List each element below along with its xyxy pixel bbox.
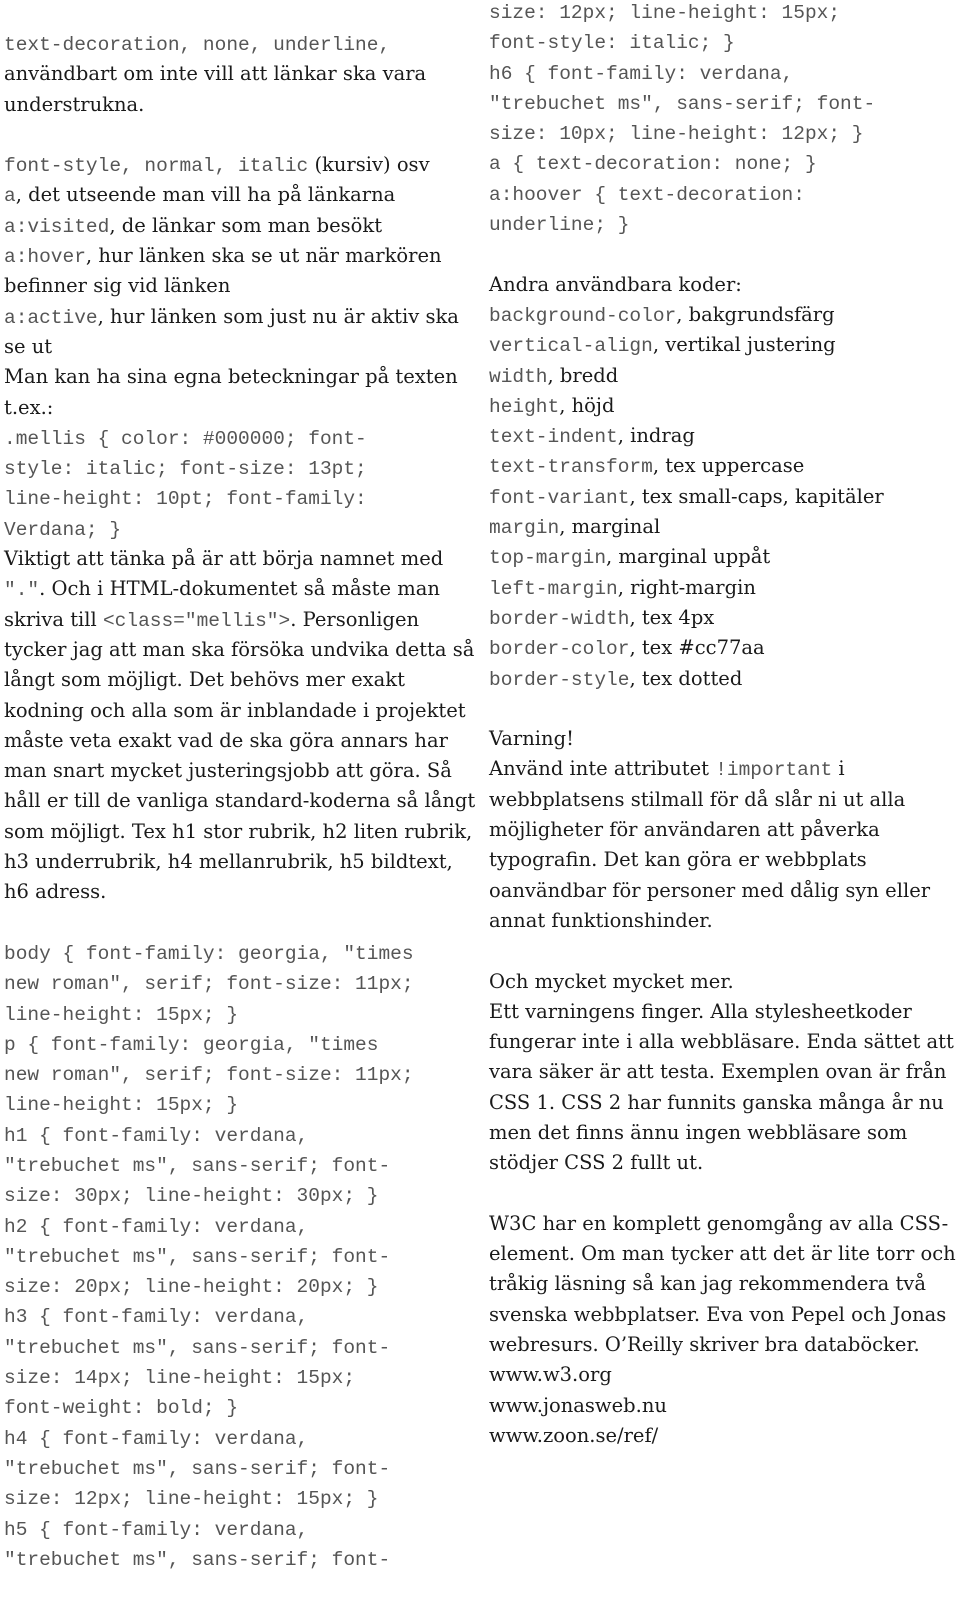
code-fragment: ".": [4, 579, 40, 602]
text-line: [489, 57, 955, 87]
text-fragment: (kursiv) osv: [308, 153, 430, 177]
text-line: [4, 1361, 474, 1391]
text-line: [489, 329, 955, 359]
text-fragment: , tex #cc77aa: [629, 636, 765, 660]
code-fragment: h3 { font-family: verdana,: [4, 1306, 309, 1329]
text-line: [4, 1331, 474, 1361]
text-fragment: befinner sig vid länken: [4, 274, 231, 298]
text-fragment: www.zoon.se/ref/: [489, 1423, 659, 1447]
text-line: [4, 634, 474, 664]
blank-line: [489, 935, 955, 965]
code-fragment: text-transform: [489, 456, 653, 479]
text-line: [489, 1390, 955, 1420]
text-fragment: , tex uppercase: [652, 454, 805, 478]
text-line: [4, 240, 474, 270]
text-fragment: i: [832, 757, 845, 781]
blank-line: [489, 238, 955, 268]
text-line: [4, 392, 474, 422]
code-fragment: line-height: 10pt; font-family:: [4, 488, 367, 511]
code-fragment: "trebuchet ms", sans-serif; font-: [489, 92, 876, 115]
text-line: [4, 604, 474, 634]
code-fragment: a:hoover { text-decoration:: [489, 183, 805, 206]
code-fragment: top-margin: [489, 547, 607, 570]
text-fragment: element. Om man tycker att det är lite torr och: [489, 1242, 956, 1266]
text-line: [4, 1210, 474, 1240]
code-fragment: <class="mellis">: [102, 609, 291, 632]
text-line: [489, 1208, 955, 1238]
text-line: [489, 0, 955, 26]
text-line: [489, 178, 955, 208]
text-fragment: h3 underrubrik, h4 mellanrubrik, h5 bildtext,: [4, 850, 453, 874]
code-fragment: .mellis { color: #000000; font-: [4, 427, 367, 450]
text-line: [4, 1179, 474, 1209]
text-line: [4, 876, 474, 906]
text-line: [489, 450, 955, 480]
text-line: [489, 844, 955, 874]
code-fragment: vertical-align: [489, 335, 653, 358]
text-line: [489, 390, 955, 420]
text-line: [489, 572, 955, 602]
text-fragment: , hur länken som just nu är aktiv ska: [97, 304, 459, 328]
text-line: [489, 905, 955, 935]
text-fragment: t.ex.:: [4, 395, 54, 419]
code-fragment: left-margin: [489, 577, 618, 600]
code-fragment: border-width: [489, 607, 630, 630]
text-fragment: , det utseende man vill ha på länkarna: [15, 183, 396, 207]
code-fragment: new roman", serif; font-size: 11px;: [4, 1064, 414, 1087]
text-fragment: , marginal: [559, 515, 661, 539]
right-column: [489, 0, 955, 1450]
text-line: [489, 814, 955, 844]
text-line: [4, 149, 474, 179]
text-fragment: www.jonasweb.nu: [489, 1393, 667, 1417]
code-fragment: border-color: [489, 638, 630, 661]
text-line: [4, 482, 474, 512]
code-fragment: h4 { font-family: verdana,: [4, 1427, 309, 1450]
code-fragment: border-style: [489, 668, 630, 691]
code-fragment: font-style: italic; }: [489, 32, 735, 55]
code-fragment: margin: [489, 517, 560, 540]
text-fragment: Ett varningens finger. Alla stylesheetkoder: [489, 999, 912, 1023]
text-line: [489, 1299, 955, 1329]
text-line: [489, 1056, 955, 1086]
text-fragment: . Och i HTML-dokumentet så måste man: [39, 577, 440, 601]
text-line: [489, 602, 955, 632]
code-fragment: height: [489, 395, 560, 418]
text-fragment: . Personligen: [290, 607, 420, 631]
text-fragment: , marginal uppåt: [606, 545, 771, 569]
text-line: [4, 1240, 474, 1270]
text-line: [4, 573, 474, 603]
text-line: [4, 695, 474, 725]
text-line: [489, 26, 955, 56]
text-line: [4, 1088, 474, 1118]
text-line: [4, 664, 474, 694]
text-fragment: fungerar inte i alla webbläsare. Enda sättet att: [489, 1030, 954, 1054]
text-line: [489, 299, 955, 329]
code-fragment: size: 30px; line-height: 30px; }: [4, 1185, 379, 1208]
code-fragment: "trebuchet ms", sans-serif; font-: [4, 1154, 391, 1177]
code-fragment: font-variant: [489, 486, 630, 509]
code-fragment: size: 12px; line-height: 15px; }: [4, 1488, 379, 1511]
text-line: [489, 541, 955, 571]
left-column: [4, 28, 474, 1573]
text-line: [4, 1513, 474, 1543]
text-line: [4, 89, 474, 119]
code-fragment: h6 { font-family: verdana,: [489, 62, 794, 85]
code-fragment: font-style, normal, italic: [4, 155, 309, 178]
text-fragment: Varning!: [489, 727, 574, 751]
text-fragment: typografin. Det kan göra er webbplats: [489, 848, 867, 872]
text-line: [4, 179, 474, 209]
code-fragment: line-height: 15px; }: [4, 1094, 239, 1117]
text-line: [4, 210, 474, 240]
text-line: [4, 301, 474, 331]
text-fragment: vara säker är att testa. Exemplen ovan är från: [489, 1060, 947, 1084]
text-fragment: tycker jag att man ska försöka undvika detta så: [4, 637, 475, 661]
text-fragment: , tex 4px: [629, 605, 715, 629]
text-line: [4, 967, 474, 997]
code-fragment: a { text-decoration: none; }: [489, 153, 817, 176]
text-line: [4, 1270, 474, 1300]
code-fragment: "trebuchet ms", sans-serif; font-: [4, 1548, 391, 1571]
text-line: [4, 1119, 474, 1149]
text-fragment: , right-margin: [617, 575, 756, 599]
text-fragment: kodning och alla som är inblandade i projektet: [4, 698, 466, 722]
text-line: [489, 723, 955, 753]
text-fragment: möjligheter för användaren att påverka: [489, 818, 880, 842]
text-line: [4, 816, 474, 846]
text-fragment: tråkig läsning så kan jag rekommendera två: [489, 1272, 926, 1296]
text-line: [489, 1238, 955, 1268]
text-fragment: , vertikal justering: [652, 333, 836, 357]
text-line: [4, 331, 474, 361]
code-fragment: a:hover: [4, 246, 86, 269]
text-fragment: oanvändbar för personer med dålig syn eller: [489, 878, 931, 902]
code-fragment: h5 { font-family: verdana,: [4, 1518, 309, 1541]
code-fragment: a:active: [4, 306, 98, 329]
text-line: [489, 511, 955, 541]
code-fragment: size: 14px; line-height: 15px;: [4, 1367, 356, 1390]
code-fragment: a: [4, 185, 16, 208]
text-line: [489, 996, 955, 1026]
code-fragment: "trebuchet ms", sans-serif; font-: [4, 1245, 391, 1268]
text-line: [4, 1482, 474, 1512]
code-fragment: size: 12px; line-height: 15px;: [489, 2, 841, 24]
text-fragment: Och mycket mycket mer.: [489, 969, 734, 993]
text-line: [489, 1117, 955, 1147]
code-fragment: underline; }: [489, 214, 630, 237]
text-line: [489, 1147, 955, 1177]
blank-line: [4, 119, 474, 149]
code-fragment: a:visited: [4, 215, 110, 238]
code-fragment: line-height: 15px; }: [4, 1003, 239, 1026]
code-fragment: p { font-family: georgia, "times: [4, 1033, 379, 1056]
code-fragment: text-indent: [489, 426, 618, 449]
text-line: [489, 632, 955, 662]
text-fragment: annat funktionshinder.: [489, 908, 713, 932]
text-line: [4, 270, 474, 300]
code-fragment: "trebuchet ms", sans-serif; font-: [4, 1336, 391, 1359]
code-fragment: font-weight: bold; }: [4, 1397, 239, 1420]
text-line: [4, 1452, 474, 1482]
code-fragment: !important: [715, 759, 833, 782]
text-fragment: Viktigt att tänka på är att börja namnet med: [4, 547, 444, 571]
text-fragment: , höjd: [559, 393, 615, 417]
code-fragment: size: 20px; line-height: 20px; }: [4, 1276, 379, 1299]
text-fragment: Andra användbara koder:: [489, 272, 742, 296]
text-line: [489, 208, 955, 238]
text-fragment: svenska webbplatser. Eva von Pepel och Jonas: [489, 1302, 947, 1326]
text-fragment: , tex dotted: [629, 666, 743, 690]
text-line: [489, 1420, 955, 1450]
text-line: [489, 1087, 955, 1117]
text-line: [4, 785, 474, 815]
text-line: [4, 1149, 474, 1179]
text-line: [4, 1391, 474, 1421]
text-fragment: som möjligt. Tex h1 stor rubrik, h2 liten rubrik,: [4, 819, 473, 843]
text-fragment: stödjer CSS 2 fullt ut.: [489, 1151, 704, 1175]
text-line: [4, 725, 474, 755]
text-fragment: , bredd: [547, 363, 619, 387]
text-line: [4, 1543, 474, 1573]
code-fragment: body { font-family: georgia, "times: [4, 942, 414, 965]
text-fragment: www.w3.org: [489, 1363, 612, 1387]
code-fragment: size: 10px; line-height: 12px; }: [489, 123, 864, 146]
text-line: [489, 420, 955, 450]
text-line: [489, 1026, 955, 1056]
text-line: [489, 269, 955, 299]
text-line: [489, 87, 955, 117]
text-line: [489, 360, 955, 390]
text-line: [4, 937, 474, 967]
text-line: [4, 58, 474, 88]
code-fragment: style: italic; font-size: 13pt;: [4, 458, 367, 481]
text-line: [489, 753, 955, 783]
text-line: [489, 1268, 955, 1298]
text-line: [4, 998, 474, 1028]
text-fragment: skriva till: [4, 607, 103, 631]
text-fragment: men det finns ännu ingen webbläsare som: [489, 1120, 908, 1144]
code-fragment: text-decoration, none, underline,: [4, 34, 391, 56]
text-line: [489, 481, 955, 511]
blank-line: [489, 1178, 955, 1208]
code-fragment: h2 { font-family: verdana,: [4, 1215, 309, 1238]
text-fragment: webresurs. O’Reilly skriver bra databöcker.: [489, 1333, 920, 1357]
text-line: [489, 966, 955, 996]
text-line: [4, 452, 474, 482]
text-fragment: användbart om inte vill att länkar ska vara: [4, 62, 427, 86]
text-line: [4, 846, 474, 876]
text-line: [489, 663, 955, 693]
text-line: [4, 1058, 474, 1088]
text-fragment: se ut: [4, 334, 53, 358]
code-fragment: h1 { font-family: verdana,: [4, 1124, 309, 1147]
text-fragment: understrukna.: [4, 92, 145, 116]
text-line: [489, 784, 955, 814]
text-fragment: W3C har en komplett genomgång av alla CSS-: [489, 1211, 949, 1235]
text-fragment: CSS 1. CSS 2 har funnits ganska många år nu: [489, 1090, 944, 1114]
text-line: [489, 147, 955, 177]
text-fragment: , de länkar som man besökt: [109, 213, 383, 237]
text-fragment: h6 adress.: [4, 880, 107, 904]
text-line: [4, 28, 474, 58]
text-line: [4, 422, 474, 452]
text-fragment: webbplatsens stilmall för då slår ni ut alla: [489, 787, 906, 811]
text-fragment: Man kan ha sina egna beteckningar på texten: [4, 365, 458, 389]
text-fragment: , indrag: [617, 424, 695, 448]
text-fragment: måste veta exakt vad de ska göra annars har: [4, 728, 448, 752]
text-line: [489, 117, 955, 147]
text-fragment: , hur länken ska se ut när markören: [85, 244, 442, 268]
text-fragment: håll er till de vanliga standard-koderna så långt: [4, 789, 476, 813]
code-fragment: Verdana; }: [4, 518, 122, 541]
code-fragment: new roman", serif; font-size: 11px;: [4, 973, 414, 996]
text-line: [489, 1329, 955, 1359]
text-fragment: man snart mycket justeringsjobb att göra. Så: [4, 759, 452, 783]
text-line: [4, 361, 474, 391]
code-fragment: background-color: [489, 304, 677, 327]
blank-line: [489, 693, 955, 723]
text-line: [4, 1300, 474, 1330]
code-fragment: width: [489, 365, 548, 388]
text-fragment: långt som möjligt. Det behövs mer exakt: [4, 668, 405, 692]
text-line: [4, 1028, 474, 1058]
code-fragment: "trebuchet ms", sans-serif; font-: [4, 1457, 391, 1480]
text-line: [4, 755, 474, 785]
text-line: [489, 875, 955, 905]
text-line: [4, 513, 474, 543]
text-fragment: Använd inte attributet: [489, 757, 716, 781]
text-line: [4, 543, 474, 573]
blank-line: [4, 907, 474, 937]
text-fragment: , bakgrundsfärg: [676, 302, 835, 326]
text-line: [489, 1359, 955, 1389]
text-line: [4, 1422, 474, 1452]
text-fragment: , tex small-caps, kapitäler: [629, 484, 884, 508]
